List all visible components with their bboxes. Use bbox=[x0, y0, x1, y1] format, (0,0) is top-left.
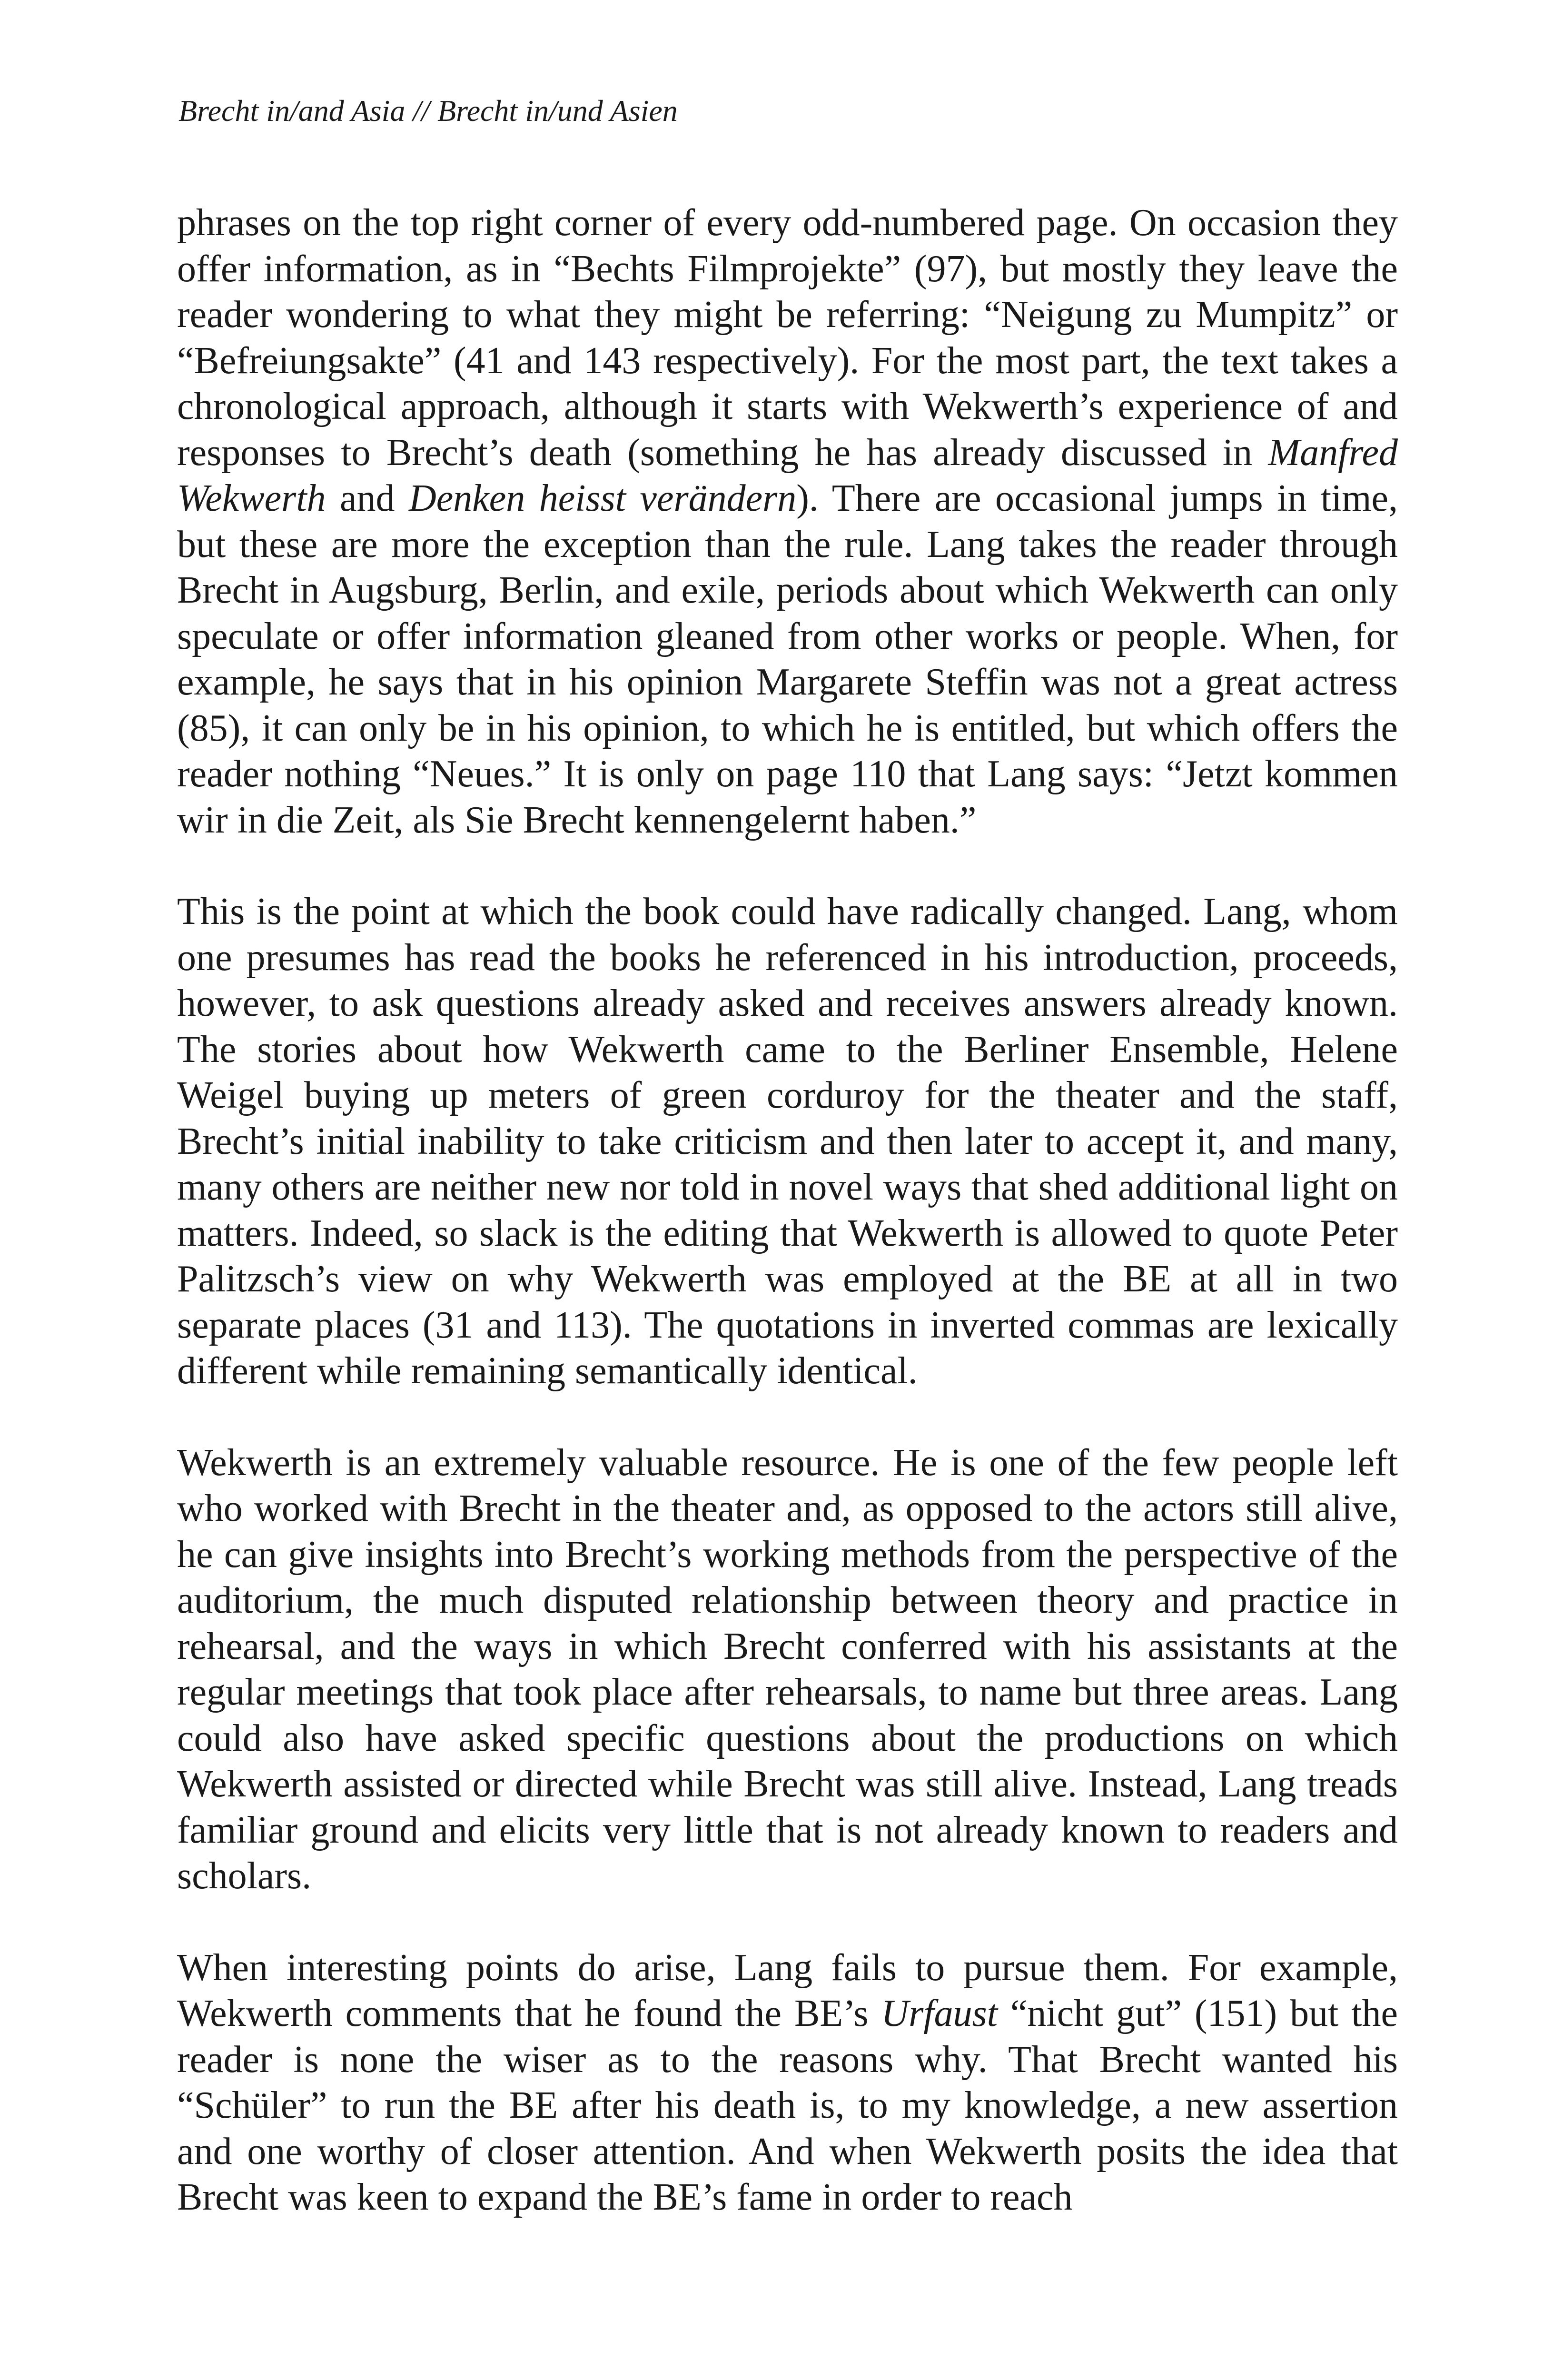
paragraph-1 bbox=[177, 200, 1398, 843]
paragraph-4-text-a: When interesting points do arise, Lang fails to pursue them. For example, Wekwerth comments that he found the BE’s bbox=[177, 1946, 1398, 2034]
paragraph-3: Wekwerth is an extremely valuable resource. He is one of the few people left who worked with Brecht in the theater and, as opposed to the actors still alive, he can give insights into Brecht’s working methods from the perspective of the auditorium, the much disputed relationship between theory and practice in rehearsal, and the ways in which Brecht conferred with his assistants at the regular meetings that took place after rehearsals, to name but three areas. Lang could also have asked specific questions about the productions on which Wekwerth assisted or directed while Brecht was still alive. Instead, Lang treads familiar ground and elicits very little that is not already known to readers and scholars. bbox=[177, 1441, 1398, 1897]
paragraph-1-text-a: phrases on the top right corner of every odd-numbered page. On occasion they offer information, as in “Bechts Filmprojekte” (97), but mostly they leave the reader wondering to what they might be referring: “Neigung zu Mumpitz” or “Befreiungsakte” (41 and 143 respectively). For the most part, the text takes a chronological approach, although it starts with Wekwerth’s experience of and responses to Brecht’s death (something he has already discussed in bbox=[177, 202, 1398, 474]
production-title-urfaust: Urfaust bbox=[881, 1993, 998, 2034]
book-title-denken-heisst-veraendern: Denken heisst verändern bbox=[408, 477, 797, 519]
paragraph-4 bbox=[177, 1945, 1398, 2221]
paragraph-1-text-c: ). There are occasional jumps in time, but these are more the exception than the rule. Lang takes the reader through Brecht in Augsburg, Berlin, and exile, periods about which Wekwerth can only speculate or offer information gleaned from other works or people. When, for example, he says that in his opinion Margarete Steffin was not a great actress (85), it can only be in his opinion, to which he is entitled, but which offers the reader nothing “Neues.” It is only on page 110 that Lang says: “Jetzt kommen wir in die Zeit, als Sie Brecht kennengelernt haben.” bbox=[177, 477, 1398, 841]
body-text bbox=[177, 200, 1398, 2266]
running-head: Brecht in/and Asia // Brecht in/und Asien bbox=[178, 94, 678, 128]
paragraph-1-text-b: and bbox=[326, 477, 409, 519]
paragraph-4-text-b: “nicht gut” (151) but the reader is none the wiser as to the reasons why. That Brecht wanted his “Schüler” to run the BE after his death is, to my knowledge, a new assertion and one worthy of closer attention. And when Wekwerth posits the idea that Brecht was keen to expand the BE’s fame in order to reach bbox=[177, 1993, 1398, 2218]
book-title-manfred-wekwerth: Manfred Wekwerth bbox=[177, 431, 1398, 519]
paragraph-2: This is the point at which the book could have radically changed. Lang, whom one presumes has read the books he referenced in his introduction, proceeds, however, to ask questions already asked and receives answers already known. The stories about how Wekwerth came to the Berliner Ensemble, Helene Weigel buying up meters of green corduroy for the theater and the staff, Brecht’s initial inability to take criticism and then later to accept it, and many, many others are neither new nor told in novel ways that shed additional light on matters. Indeed, so slack is the editing that Wekwerth is allowed to quote Peter Palitzsch’s view on why Wekwerth was employed at the BE at all in two separate places (31 and 113). The quotations in inverted commas are lexically different while remaining semantically identical. bbox=[177, 891, 1398, 1392]
